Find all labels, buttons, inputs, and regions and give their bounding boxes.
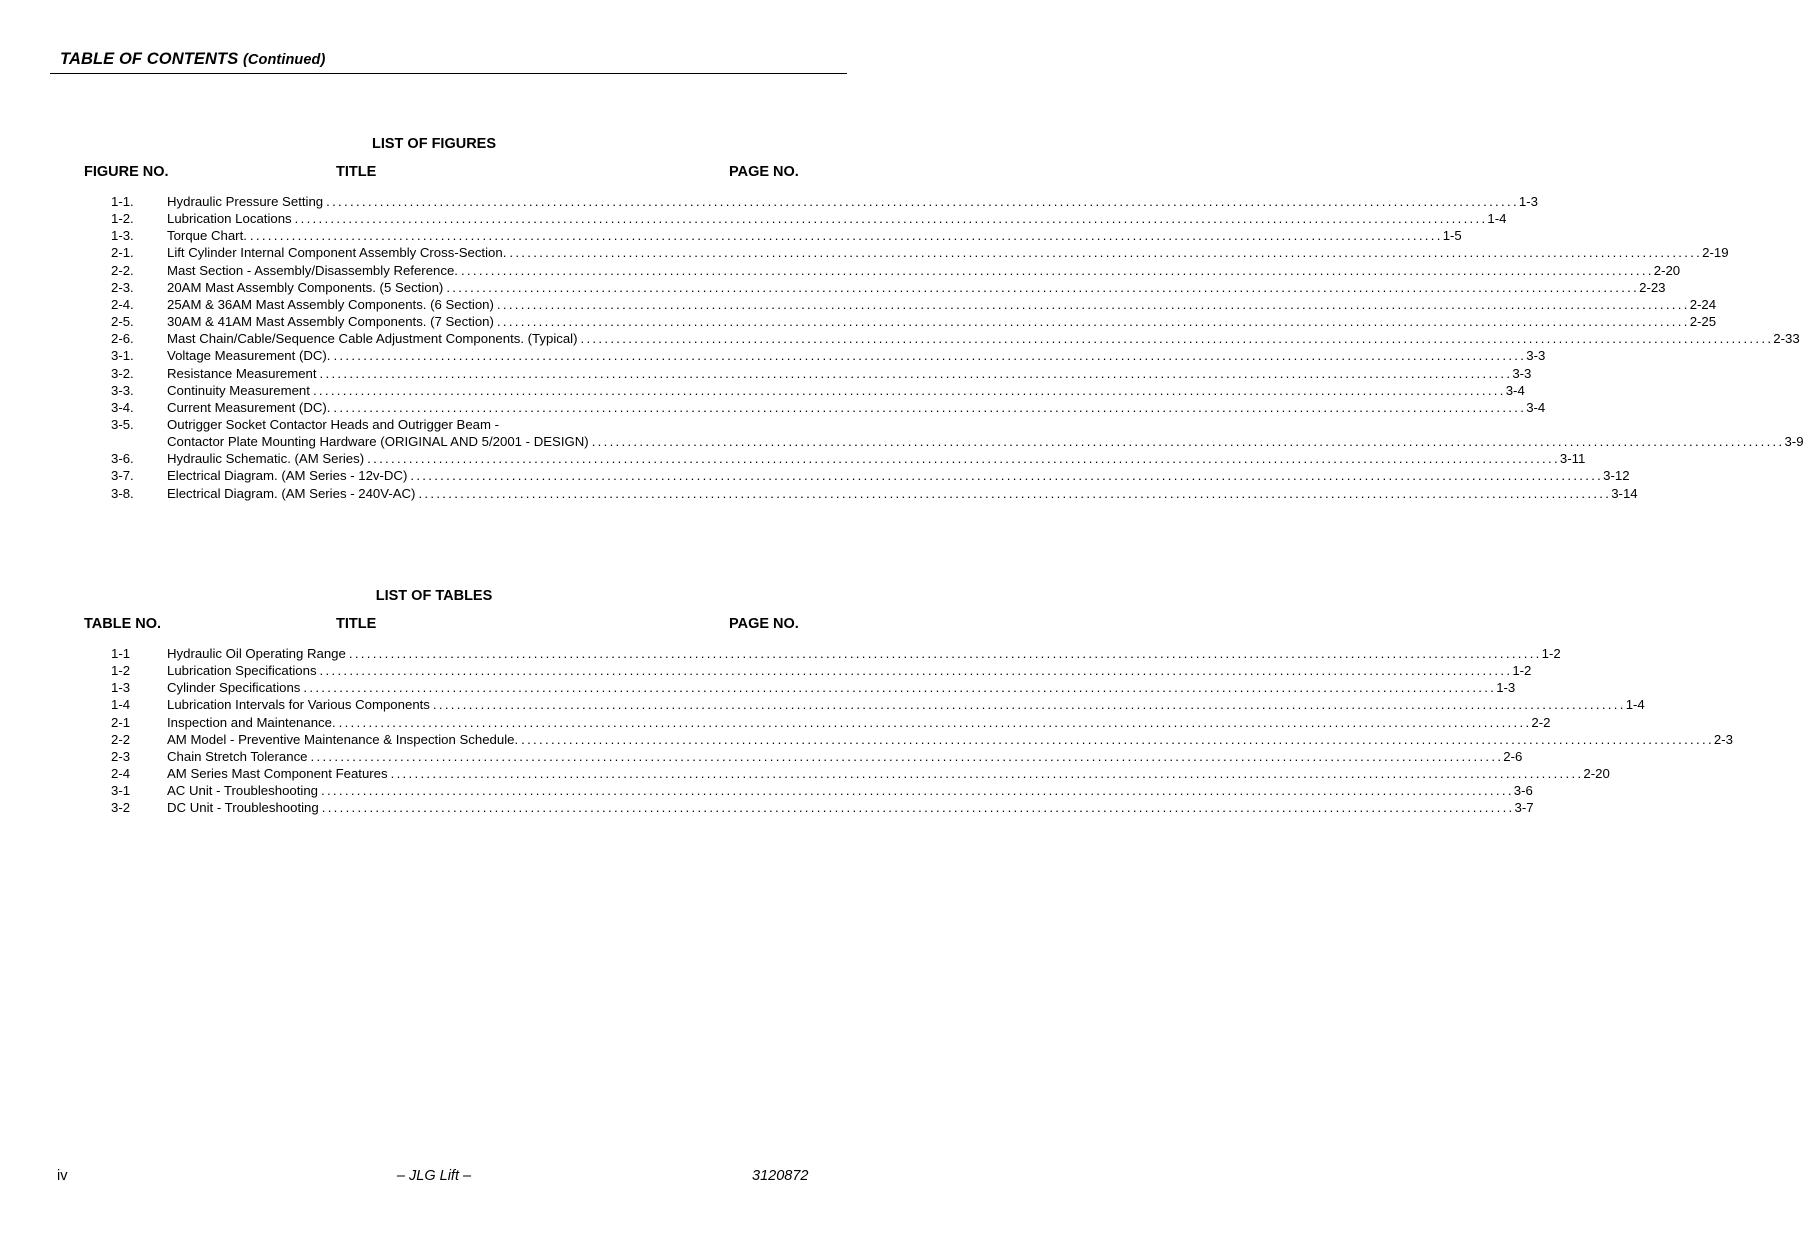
dot-leader: ........................................................................................................................................................................................................ [591, 434, 1785, 450]
entry-title: AM Series Mast Component Features [167, 766, 388, 782]
entry-page: 1-2 [1512, 663, 1532, 679]
dot-leader: ........................................................................................................................................................................................................ [390, 766, 1584, 782]
entry-number: 2-4. [111, 296, 134, 312]
dot-leader: ........................................................................................................................................................................................................ [321, 783, 1514, 799]
entry-line [167, 279, 1666, 296]
entry-line [167, 262, 1681, 279]
entry-number: 2-1 [111, 714, 131, 730]
entry-line [167, 714, 1551, 731]
footer-doc-number: 3120872 [752, 1168, 809, 1184]
dot-leader: ........................................................................................................................................................................................................ [446, 279, 1640, 295]
entry-line [167, 210, 1507, 227]
entry-title: 20AM Mast Assembly Components. (5 Section) [167, 279, 444, 295]
entry-line [167, 485, 1638, 502]
entry-number: 1-1. [111, 194, 134, 209]
entry-line [167, 227, 1462, 244]
entry-page: 3-14 [1611, 485, 1638, 501]
entry-page: 3-3 [1526, 348, 1546, 364]
dot-leader: ........................................................................................................................................................................................................ [496, 296, 1690, 312]
dot-leader: ........................................................................................................................................................................................................ [580, 331, 1774, 347]
entry-line [167, 365, 1532, 382]
dot-leader: ........................................................................................................................................................................................................ [312, 382, 1506, 398]
entry-page: 3-6 [1513, 783, 1533, 799]
entry-page: 1-3 [1496, 680, 1516, 696]
header-title [60, 50, 325, 69]
entry-line [167, 748, 1523, 765]
entry-title: Chain Stretch Tolerance [167, 748, 308, 764]
entry-title: Hydraulic Oil Operating Range [167, 646, 346, 661]
tables-col-title: TITLE [336, 616, 377, 632]
dot-leader: ........................................................................................................................................................................................................ [321, 800, 1515, 816]
entry-line [167, 731, 1733, 748]
entry-line [167, 244, 1729, 261]
dot-leader: ........................................................................................................................................................................................................ [410, 468, 1604, 484]
entry-number: 2-2. [111, 262, 134, 278]
entry-title: DC Unit - Troubleshooting [167, 800, 319, 816]
entry-page: 1-2 [1541, 646, 1561, 661]
dot-leader: ........................................................................................................................................................................................................ [432, 697, 1626, 713]
entry-page: 2-6 [1503, 748, 1523, 764]
entry-line [167, 799, 1534, 816]
entry-line [167, 662, 1532, 679]
dot-leader: ........................................................................................................................................................................................................ [418, 485, 1612, 501]
entry-title: Electrical Diagram. (AM Series - 240V-AC) [167, 485, 416, 501]
entry-page: 2-19 [1702, 245, 1729, 261]
entry-number: 3-2. [111, 365, 134, 381]
entry-line [167, 347, 1546, 364]
tables-col-page: PAGE NO. [729, 616, 799, 632]
entry-number: 3-1. [111, 348, 134, 364]
entry-title: Contactor Plate Mounting Hardware (ORIGINAL AND 5/2001 - DESIGN) [167, 434, 589, 450]
entry-page: 2-2 [1531, 714, 1551, 730]
figures-col-page: PAGE NO. [729, 164, 799, 180]
entry-title: Continuity Measurement [167, 382, 310, 398]
entry-page: 2-25 [1689, 314, 1717, 330]
entry-line [167, 193, 1538, 210]
entry-page: 3-3 [1512, 365, 1532, 381]
entry-line [167, 450, 1586, 467]
header-rule [50, 73, 847, 74]
entry-number: 1-4 [111, 697, 131, 713]
entry-title: Cylinder Specifications [167, 680, 301, 696]
entry-page: 3-4 [1526, 399, 1546, 415]
entry-title: Resistance Measurement [167, 365, 317, 381]
dot-leader: ........................................................................................................................................................................................................ [460, 262, 1654, 278]
entry-number: 3-6. [111, 451, 134, 467]
entry-number: 1-2. [111, 211, 134, 227]
entry-title: Hydraulic Schematic. (AM Series) [167, 451, 365, 467]
entry-page: 3-4 [1505, 382, 1525, 398]
entry-title: 30AM & 41AM Mast Assembly Components. (7 Section) [167, 314, 494, 330]
dot-leader: ........................................................................................................................................................................................................ [367, 451, 1560, 467]
entry-title: Current Measurement (DC). [167, 399, 331, 415]
dot-leader: ........................................................................................................................................................................................................ [521, 731, 1714, 747]
entry-number: 1-3. [111, 228, 134, 244]
entry-number: 3-4. [111, 399, 134, 415]
dot-leader: ........................................................................................................................................................................................................ [326, 194, 1519, 209]
entry-title: Hydraulic Pressure Setting [167, 194, 324, 209]
entry-line [167, 467, 1630, 484]
entry-number: 3-7. [111, 468, 134, 484]
entry-line [167, 313, 1717, 330]
dot-leader: ........................................................................................................................................................................................................ [348, 646, 1542, 661]
dot-leader: ........................................................................................................................................................................................................ [249, 228, 1443, 244]
entry-title: Inspection and Maintenance. [167, 714, 336, 730]
entry-title: 25AM & 36AM Mast Assembly Components. (6 Section) [167, 296, 494, 312]
entry-title: Lubrication Specifications [167, 663, 317, 679]
entry-line [167, 645, 1561, 662]
entry-line [167, 382, 1525, 399]
entry-number: 2-5. [111, 314, 134, 330]
entry-page: 3-9 [1784, 434, 1804, 450]
header-title-continued: (Continued) [243, 52, 326, 68]
entry-number: 2-4 [111, 766, 131, 782]
dot-leader: ........................................................................................................................................................................................................ [509, 245, 1703, 261]
entry-page: 2-3 [1713, 731, 1733, 747]
entry-line [167, 296, 1717, 313]
entry-line [167, 782, 1533, 799]
entry-page: 1-4 [1487, 211, 1507, 227]
header-title-main: TABLE OF CONTENTS [60, 50, 239, 68]
entry-page: 2-23 [1639, 279, 1666, 295]
entry-page: 2-33 [1773, 331, 1800, 347]
dot-leader: ........................................................................................................................................................................................................ [338, 714, 1532, 730]
dot-leader: ........................................................................................................................................................................................................ [319, 365, 1513, 381]
dot-leader: ........................................................................................................................................................................................................ [496, 314, 1690, 330]
entry-title-line1: Outrigger Socket Contactor Heads and Outrigger Beam - [167, 416, 500, 432]
entry-title: AM Model - Preventive Maintenance & Inspection Schedule. [167, 731, 519, 747]
entry-title: Lift Cylinder Internal Component Assembly Cross-Section. [167, 245, 507, 261]
entry-title: Mast Chain/Cable/Sequence Cable Adjustment Components. (Typical) [167, 331, 578, 347]
entry-title: Mast Section - Assembly/Disassembly Reference. [167, 262, 458, 278]
entry-page: 3-11 [1559, 451, 1586, 467]
dot-leader: ........................................................................................................................................................................................................ [310, 748, 1504, 764]
entry-line [167, 399, 1546, 416]
entry-page: 1-3 [1518, 194, 1538, 209]
entry-number: 3-1 [111, 783, 131, 799]
entry-line [167, 433, 1804, 450]
footer-publisher: – JLG Lift – [396, 1168, 472, 1184]
entry-page: 3-12 [1603, 468, 1630, 484]
figures-col-title: TITLE [336, 164, 377, 180]
entry-number: 1-2 [111, 663, 131, 679]
entry-title: AC Unit - Troubleshooting [167, 783, 318, 799]
entry-line [167, 330, 1800, 347]
dot-leader: ........................................................................................................................................................................................................ [294, 211, 1488, 227]
entry-title: Lubrication Locations [167, 211, 292, 227]
entry-number: 1-1 [111, 646, 131, 661]
entry-page: 2-24 [1689, 296, 1717, 312]
entry-line [167, 679, 1516, 696]
entry-number: 3-5. [111, 416, 134, 432]
dot-leader: ........................................................................................................................................................................................................ [333, 348, 1527, 364]
dot-leader: ........................................................................................................................................................................................................ [319, 663, 1513, 679]
entry-number: 2-2 [111, 731, 131, 747]
entry-page: 2-20 [1653, 262, 1681, 278]
entry-number: 1-3 [111, 680, 131, 696]
entry-title: Electrical Diagram. (AM Series - 12v-DC) [167, 468, 408, 484]
entry-title: Torque Chart. [167, 228, 247, 244]
entry-number: 2-1. [111, 245, 134, 261]
entry-number: 2-3 [111, 748, 131, 764]
entry-page: 1-4 [1625, 697, 1645, 713]
footer-page-number: iv [57, 1168, 68, 1184]
entry-number: 3-2 [111, 800, 131, 816]
tables-heading: LIST OF TABLES [375, 588, 493, 604]
entry-title: Voltage Measurement (DC). [167, 348, 331, 364]
entry-title: Lubrication Intervals for Various Components [167, 697, 430, 713]
tables-col-no: TABLE NO. [84, 616, 162, 632]
entry-number: 2-3. [111, 279, 134, 295]
entry-number: 3-3. [111, 382, 134, 398]
entry-line [167, 765, 1610, 782]
dot-leader: ........................................................................................................................................................................................................ [333, 399, 1527, 415]
figures-col-no: FIGURE NO. [84, 164, 169, 180]
entry-line [167, 696, 1645, 713]
entry-page: 3-7 [1514, 800, 1534, 816]
entry-number: 3-8. [111, 485, 134, 501]
entry-page: 1-5 [1442, 228, 1462, 244]
dot-leader: ........................................................................................................................................................................................................ [303, 680, 1497, 696]
figures-heading: LIST OF FIGURES [371, 136, 497, 152]
entry-number: 2-6. [111, 331, 134, 347]
entry-page: 2-20 [1583, 766, 1610, 782]
